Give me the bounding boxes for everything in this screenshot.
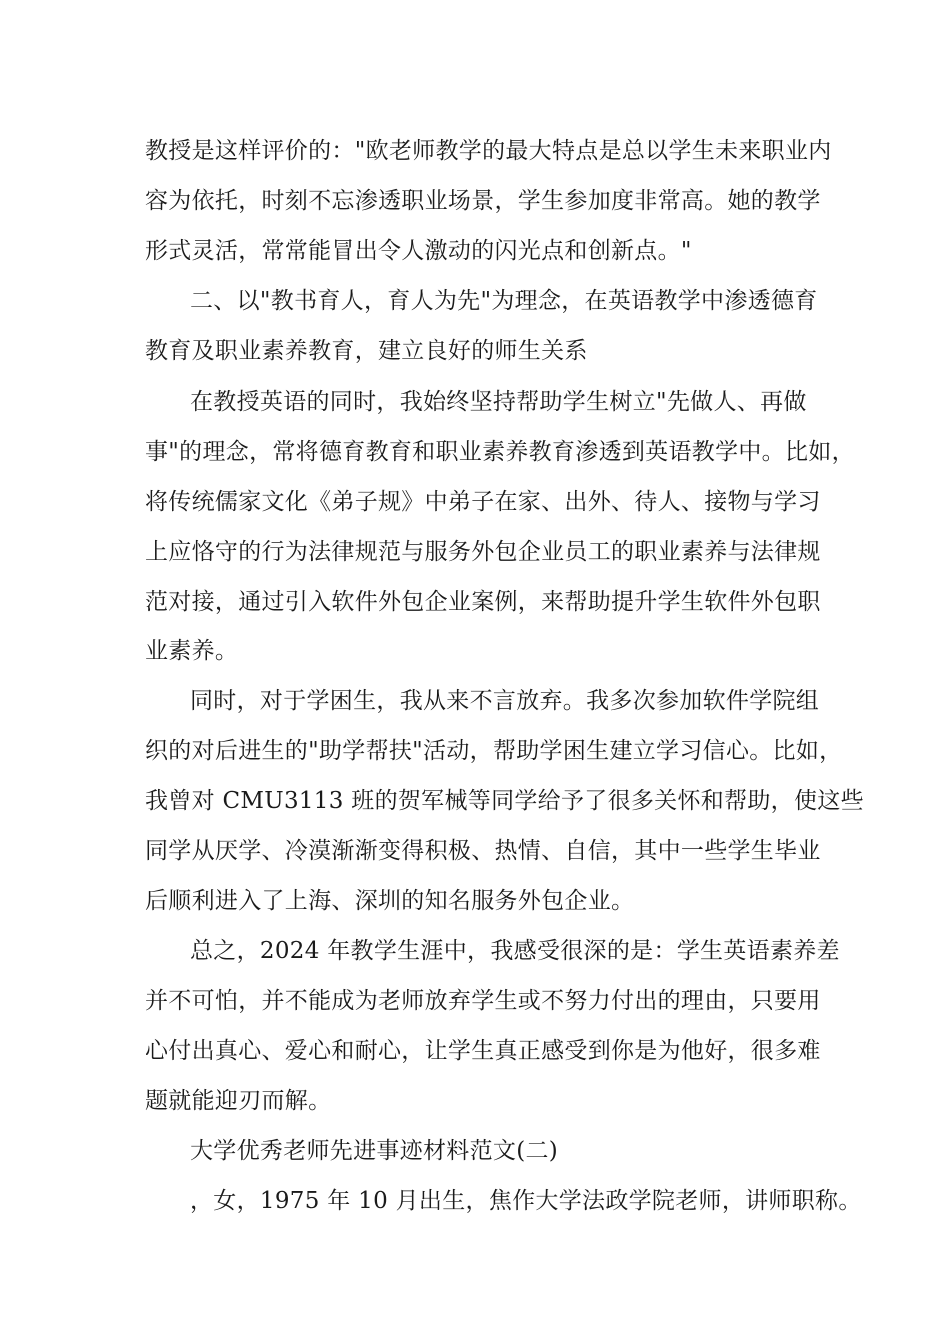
document-subtitle: 大学优秀老师先进事迹材料范文(二): [190, 1138, 559, 1164]
text-line: 将传统儒家文化《弟子规》中弟子在家、出外、待人、接物与学习: [145, 489, 821, 515]
text-line: 题就能迎刃而解。: [145, 1088, 332, 1114]
text-line: 范对接，通过引入软件外包企业案例，来帮助提升学生软件外包职: [145, 589, 821, 615]
text-line: 总之，2024 年教学生涯中，我感受很深的是：学生英语素养差: [190, 938, 840, 964]
text-line: 并不可怕，并不能成为老师放弃学生或不努力付出的理由，只要用: [145, 988, 821, 1014]
text-line: 后顺利进入了上海、深圳的知名服务外包企业。: [145, 888, 635, 914]
text-line: 事"的理念，常将德育教育和职业素养教育渗透到英语教学中。比如，: [145, 439, 855, 465]
text-line: 在教授英语的同时，我始终坚持帮助学生树立"先做人、再做: [190, 389, 807, 415]
text-line: 教授是这样评价的："欧老师教学的最大特点是总以学生未来职业内: [145, 138, 832, 164]
text-line: 同学从厌学、冷漠渐渐变得积极、热情、自信，其中一些学生毕业: [145, 838, 821, 864]
text-line: 我曾对 CMU3113 班的贺军械等同学给予了很多关怀和帮助，使这些: [145, 788, 864, 814]
section-heading: 二、以"教书育人，育人为先"为理念，在英语教学中渗透德育: [190, 288, 818, 314]
text-line: 同时，对于学困生，我从来不言放弃。我多次参加软件学院组: [190, 688, 820, 714]
text-line: 形式灵活，常常能冒出令人激动的闪光点和创新点。": [145, 238, 692, 264]
text-line: 心付出真心、爱心和耐心，让学生真正感受到你是为他好，很多难: [145, 1038, 821, 1064]
text-line: 织的对后进生的"助学帮扶"活动，帮助学困生建立学习信心。比如，: [145, 738, 843, 764]
section-heading-continued: 教育及职业素养教育，建立良好的师生关系: [145, 338, 588, 364]
text-line: ，女，1975 年 10 月出生，焦作大学法政学院老师，讲师职称。: [190, 1188, 862, 1214]
text-line: 上应恪守的行为法律规范与服务外包企业员工的职业素养与法律规: [145, 539, 821, 565]
text-line: 业素养。: [145, 638, 239, 664]
text-line: 容为依托，时刻不忘渗透职业场景，学生参加度非常高。她的教学: [145, 188, 821, 214]
